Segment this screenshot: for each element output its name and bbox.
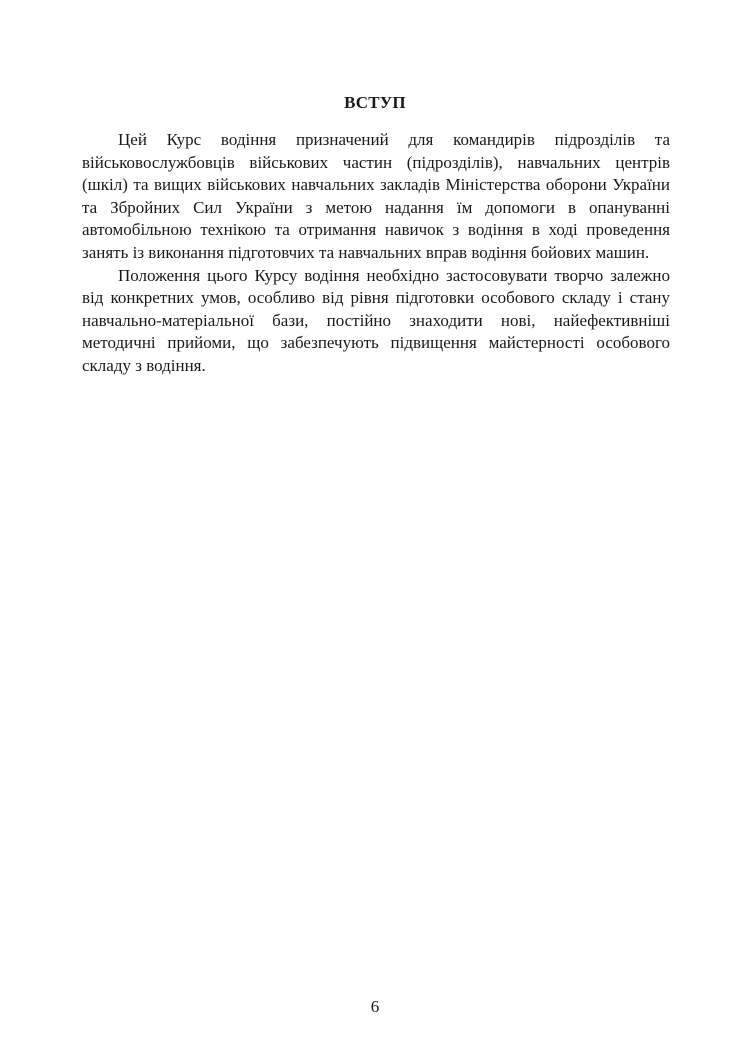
paragraph-1 <box>82 129 670 265</box>
paragraph-2 <box>82 265 670 378</box>
section-heading: ВСТУП <box>344 93 406 112</box>
text-line: автомобільною технікою та отримання навичок з водіння в ході проведення <box>82 220 670 240</box>
text-line: навчально-матеріальної бази, постійно знаходити нові, найефективніші <box>82 310 670 330</box>
text-line: та Збройних Сил України з метою надання їм допомоги в опануванні <box>82 197 670 217</box>
text-line: від конкретних умов, особливо від рівня підготовки особового складу і стану <box>82 288 670 308</box>
text-line: методичні прийоми, що забезпечують підвищення майстерності особового <box>82 333 670 353</box>
text-line: занять із виконання підготовчих та навчальних вправ водіння бойових машин. <box>82 242 650 262</box>
text-line: (шкіл) та вищих військових навчальних закладів Міністерства оборони України <box>82 175 670 195</box>
text-line: військовослужбовців військових частин (підрозділів), навчальних центрів <box>82 152 670 172</box>
text-line: Цей Курс водіння призначений для командирів підрозділів та <box>118 130 670 149</box>
text-line: Положення цього Курсу водіння необхідно застосовувати творчо залежно <box>118 265 670 285</box>
body-text <box>82 129 670 378</box>
text-line: складу з водіння. <box>82 355 206 375</box>
page-number: 6 <box>370 997 380 1016</box>
